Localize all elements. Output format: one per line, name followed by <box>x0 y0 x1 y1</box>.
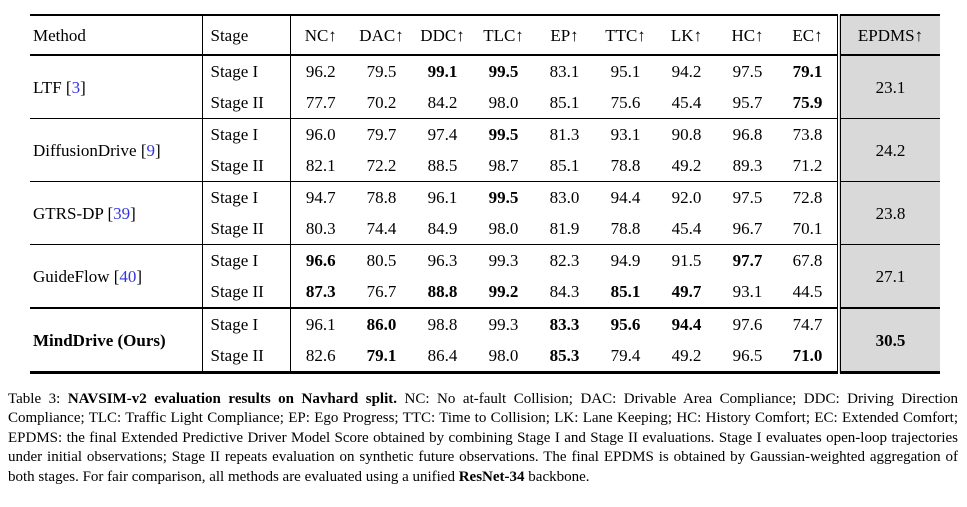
metric-cell: 98.8 <box>412 308 473 340</box>
column-header-tlc: TLC↑ <box>473 15 534 55</box>
column-header-hc: HC↑ <box>717 15 778 55</box>
epdms-cell: 30.5 <box>839 308 940 373</box>
metric-cell: 96.1 <box>412 182 473 214</box>
metric-cell: 88.8 <box>427 282 458 301</box>
metric-cell: 83.1 <box>549 62 580 81</box>
method-cell: GTRS-DP [39] <box>30 182 202 245</box>
metric-cell: 96.1 <box>290 308 351 340</box>
metric-cell: 96.7 <box>732 219 763 238</box>
metric-cell: 99.5 <box>473 182 534 214</box>
metric-cell: 49.7 <box>671 282 702 301</box>
metric-cell: 94.9 <box>595 245 656 277</box>
metric-cell: 82.1 <box>305 156 336 175</box>
metric-cell: 98.0 <box>488 93 519 112</box>
table-row <box>30 245 940 277</box>
table-row <box>30 55 940 87</box>
metric-cell: 86.4 <box>427 346 458 365</box>
results-table <box>30 14 940 374</box>
column-header-lk: LK↑ <box>656 15 717 55</box>
citation-link[interactable]: 39 <box>113 203 131 223</box>
metric-cell: 78.8 <box>351 182 412 214</box>
metric-cell: 87.3 <box>305 282 336 301</box>
metric-cell: 98.0 <box>488 219 519 238</box>
stage-cell: Stage II <box>202 340 290 373</box>
table-caption <box>8 390 958 487</box>
metric-cell: 82.3 <box>534 245 595 277</box>
metric-cell: 97.7 <box>717 245 778 277</box>
method-name: LTF <box>33 77 62 97</box>
metric-cell: 70.2 <box>366 93 397 112</box>
metric-cell: 96.3 <box>412 245 473 277</box>
metric-cell: 97.5 <box>732 62 763 81</box>
stage-cell: Stage I <box>202 55 290 87</box>
metric-cell: 99.3 <box>473 308 534 340</box>
metric-cell: 92.0 <box>656 182 717 214</box>
metric-cell: 95.1 <box>610 62 641 81</box>
metric-cell: 94.4 <box>595 182 656 214</box>
metric-cell: 71.0 <box>792 346 823 365</box>
metric-cell: 76.7 <box>366 282 397 301</box>
column-header-epdms: EPDMS↑ <box>839 15 940 55</box>
metric-cell: 83.3 <box>534 308 595 340</box>
caption-title: NAVSIM-v2 evaluation results on Navhard split. <box>67 391 397 407</box>
metric-cell: 78.8 <box>610 219 641 238</box>
method-name: GTRS-DP <box>33 203 104 223</box>
metric-cell: 94.4 <box>656 308 717 340</box>
caption-prefix: Table 3: <box>8 391 68 407</box>
metric-cell: 67.8 <box>778 245 839 277</box>
epdms-cell: 24.2 <box>839 119 940 182</box>
metric-cell: 79.7 <box>351 119 412 151</box>
method-name: DiffusionDrive <box>33 140 137 160</box>
metric-cell: 97.5 <box>717 182 778 214</box>
metric-cell: 80.3 <box>305 219 336 238</box>
stage-cell: Stage II <box>202 213 290 245</box>
metric-cell: 95.6 <box>595 308 656 340</box>
metric-cell: 97.6 <box>717 308 778 340</box>
metric-cell: 79.5 <box>366 62 397 81</box>
metric-cell: 73.8 <box>778 119 839 151</box>
stage-cell: Stage II <box>202 87 290 119</box>
metric-cell: 98.7 <box>488 156 519 175</box>
caption-backbone-name: ResNet-34 <box>458 468 525 485</box>
header-row <box>30 15 940 55</box>
metric-cell: 74.7 <box>778 308 839 340</box>
metric-cell: 70.1 <box>792 219 823 238</box>
method-name: MindDrive (Ours) <box>33 330 166 350</box>
metric-cell: 80.5 <box>351 245 412 277</box>
metric-cell: 82.6 <box>305 346 336 365</box>
metric-cell: 86.0 <box>351 308 412 340</box>
metric-cell: 97.4 <box>412 119 473 151</box>
metric-cell: 72.2 <box>366 156 397 175</box>
metric-cell: 99.3 <box>473 245 534 277</box>
metric-cell: 99.2 <box>488 282 519 301</box>
citation-link[interactable]: 9 <box>146 140 155 160</box>
metric-cell: 45.4 <box>671 93 702 112</box>
table-header <box>30 15 940 55</box>
stage-cell: Stage II <box>202 276 290 308</box>
metric-cell: 45.4 <box>671 219 702 238</box>
metric-cell: 71.2 <box>792 156 823 175</box>
method-cell: GuideFlow [40] <box>30 245 202 309</box>
metric-cell: 81.9 <box>549 219 580 238</box>
epdms-cell: 23.8 <box>839 182 940 245</box>
metric-cell: 99.5 <box>473 119 534 151</box>
epdms-cell: 23.1 <box>839 55 940 119</box>
metric-cell: 96.0 <box>290 119 351 151</box>
method-name: GuideFlow <box>33 266 110 286</box>
stage-cell: Stage I <box>202 308 290 340</box>
metric-cell: 44.5 <box>792 282 823 301</box>
metric-cell: 88.5 <box>427 156 458 175</box>
method-cell: DiffusionDrive [9] <box>30 119 202 182</box>
metric-cell: 98.0 <box>488 346 519 365</box>
metric-cell: 79.4 <box>610 346 641 365</box>
metric-cell: 91.5 <box>656 245 717 277</box>
stage-cell: Stage II <box>202 150 290 182</box>
metric-cell: 84.2 <box>427 93 458 112</box>
metric-cell: 93.1 <box>595 119 656 151</box>
table-row <box>30 182 940 214</box>
metric-cell: 96.6 <box>290 245 351 277</box>
column-header-dac: DAC↑ <box>351 15 412 55</box>
metric-cell: 77.7 <box>305 93 336 112</box>
metric-cell: 84.9 <box>427 219 458 238</box>
metric-cell: 49.2 <box>671 346 702 365</box>
metric-cell: 85.3 <box>549 346 580 365</box>
column-header-ep: EP↑ <box>534 15 595 55</box>
metric-cell: 90.8 <box>656 119 717 151</box>
metric-cell: 95.7 <box>732 93 763 112</box>
stage-cell: Stage I <box>202 245 290 277</box>
method-cell: LTF [3] <box>30 55 202 119</box>
method-cell <box>30 308 202 373</box>
epdms-cell: 27.1 <box>839 245 940 309</box>
metric-cell: 74.4 <box>366 219 397 238</box>
metric-cell: 99.1 <box>427 62 458 81</box>
metric-cell: 72.8 <box>778 182 839 214</box>
table-row <box>30 119 940 151</box>
column-header-ttc: TTC↑ <box>595 15 656 55</box>
column-header-ec: EC↑ <box>778 15 839 55</box>
metric-cell: 85.1 <box>610 282 641 301</box>
stage-cell: Stage I <box>202 182 290 214</box>
metric-cell: 93.1 <box>732 282 763 301</box>
column-header-nc: NC↑ <box>290 15 351 55</box>
table-row <box>30 308 940 340</box>
metric-cell: 83.0 <box>534 182 595 214</box>
metric-cell: 79.1 <box>366 346 397 365</box>
metric-cell: 81.3 <box>534 119 595 151</box>
table-body <box>30 55 940 373</box>
metric-cell: 75.6 <box>610 93 641 112</box>
metric-cell: 99.5 <box>488 62 519 81</box>
metric-cell: 89.3 <box>732 156 763 175</box>
caption-tail: backbone. <box>524 468 590 485</box>
stage-cell: Stage I <box>202 119 290 151</box>
citation-link[interactable]: 40 <box>119 266 137 286</box>
metric-cell: 94.2 <box>671 62 702 81</box>
metric-cell: 84.3 <box>549 282 580 301</box>
metric-cell: 96.8 <box>717 119 778 151</box>
metric-cell: 75.9 <box>792 93 823 112</box>
metric-cell: 79.1 <box>792 62 823 81</box>
metric-cell: 85.1 <box>549 93 580 112</box>
metric-cell: 49.2 <box>671 156 702 175</box>
metric-cell: 96.5 <box>732 346 763 365</box>
metric-cell: 96.2 <box>305 62 336 81</box>
citation-link[interactable]: 3 <box>71 77 81 97</box>
metric-cell: 78.8 <box>610 156 641 175</box>
column-header-method: Method <box>30 15 202 55</box>
metric-cell: 94.7 <box>290 182 351 214</box>
column-header-ddc: DDC↑ <box>412 15 473 55</box>
metric-cell: 85.1 <box>549 156 580 175</box>
column-header-stage: Stage <box>202 15 290 55</box>
caption-body: NC: No at-fault Collision; DAC: Drivable Area Compliance; DDC: Driving Direction Compliance; TLC: Traffic Light Compliance; EP: Ego Progress; TTC: Time to Collision; LK: Lane Keeping; HC: History Comfort; EC: Extended Comfort; EPDMS: the final Extended Predictive Driver Model Score obtained by combining Stage I and Stage II evaluations. Stage I evaluates open-loop trajectories under initial observations; Stage II repeats evaluation on synthetic future observations. The final EPDMS is obtained by Gaussian-weighted aggregation of both stages. For fair comparison, all methods are evaluated using a unified <box>8 391 958 485</box>
